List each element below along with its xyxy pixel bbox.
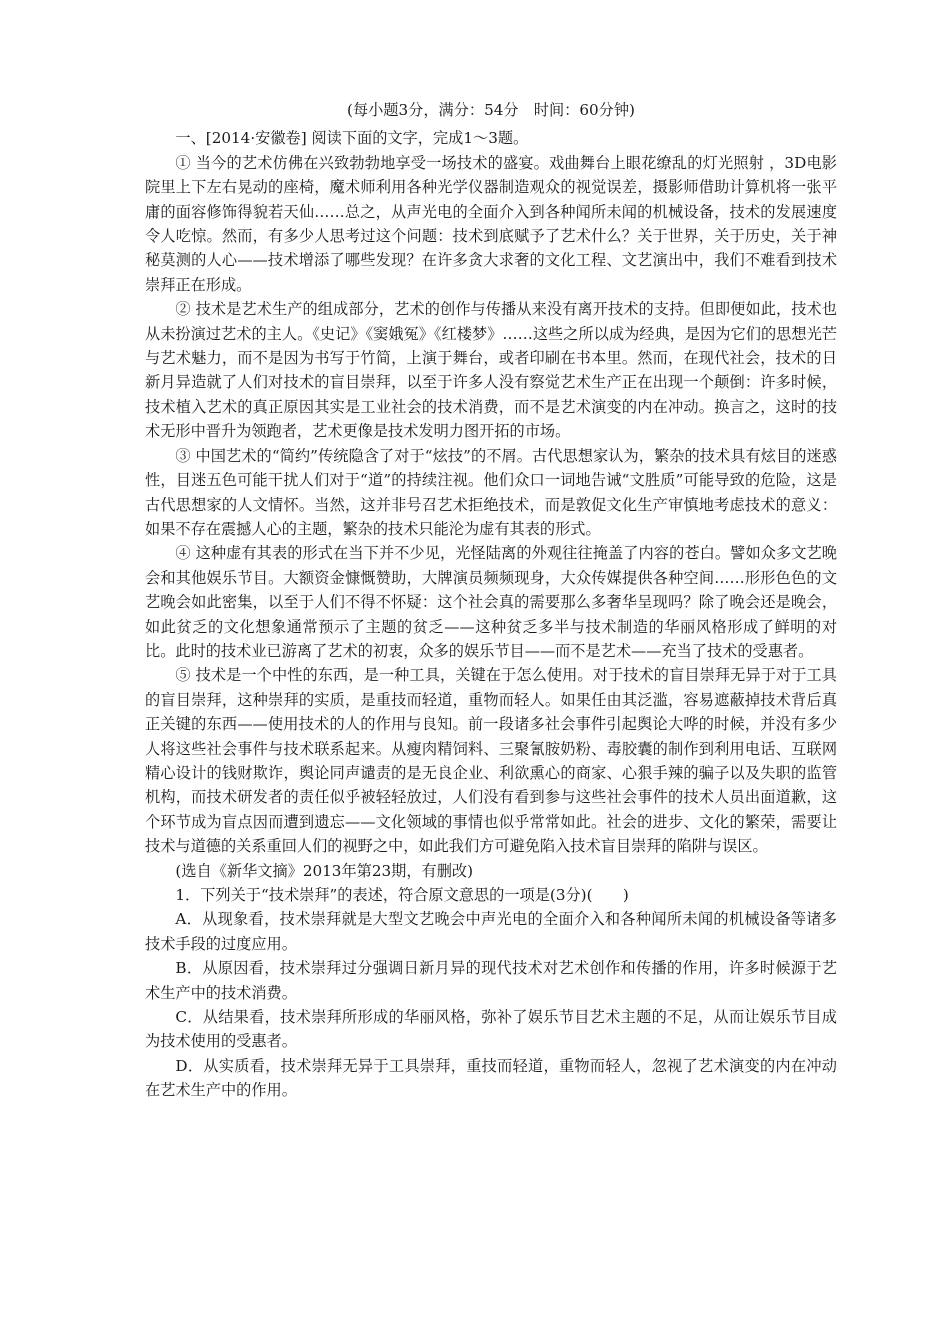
question-1-option-b: B．从原因看，技术崇拜过分强调日新月异的现代技术对艺术创作和传播的作用，许多时候源于艺术生产中的技术消费。 [145,959,837,1002]
exam-header: (每小题3分，满分：54分 时间：60分钟) [347,101,635,119]
question-1-option-c: C．从结果看，技术崇拜所形成的华丽风格，弥补了娱乐节目艺术主题的不足，从而让娱乐节目成为技术使用的受惠者。 [145,1008,837,1051]
paragraph-1: ① 当今的艺术仿佛在兴致勃勃地享受一场技术的盛宴。戏曲舞台上眼花缭乱的灯光照射 ，3D电影院里上下左右晃动的座椅，魔术师利用各种光学仪器制造观众的视觉误差，摄影师借助计算机将一张平庸的面容修饰得貌若天仙……总之，从声光电的全面介入到各种闻所未闻的机械设备，技术的发展速度令人吃惊。然而，有多少人思考过这个问题：技术到底赋予了艺术什么？关于世界，关于历史，关于神秘莫测的人心——技术增添了哪些发现？在许多贪大求奢的文化工程、文艺演出中，我们不难看到技术崇拜正在形成。 [145,153,837,294]
paragraph-3: ③ 中国艺术的“简约”传统隐含了对于“炫技”的不屑。古代思想家认为，繁杂的技术具有炫目的迷惑性，目迷五色可能干扰人们对于“道”的持续注视。他们众口一词地告诫“文胜质”可能导致的危险，这是古代思想家的人文情怀。当然，这并非号召艺术拒绝技术，而是敦促文化生产审慎地考虑技术的意义：如果不存在震撼人心的主题，繁杂的技术只能沦为虚有其表的形式。 [145,446,837,538]
paragraph-4: ④ 这种虚有其表的形式在当下并不少见，光怪陆离的外观往往掩盖了内容的苍白。譬如众多文艺晚会和其他娱乐节目。大额资金慷慨赞助，大牌演员频频现身，大众传媒提供各种空间……形形色色的文艺晚会如此密集，以至于人们不得不怀疑：这个社会真的需要那么多奢华呈现吗？除了晚会还是晚会，如此贫乏的文化想象通常预示了主题的贫乏——这种贫乏多半与技术制造的华丽风格形成了鲜明的对比。此时的技术业已游离了艺术的初衷，众多的娱乐节目——而不是艺术——充当了技术的受惠者。 [145,544,837,660]
question-1-option-a: A．从现象看，技术崇拜就是大型文艺晚会中声光电的全面介入和各种闻所未闻的机械设备等诸多技术手段的过度应用。 [145,910,837,953]
paragraph-2: ② 技术是艺术生产的组成部分，艺术的创作与传播从来没有离开技术的支持。但即便如此，技术也从未扮演过艺术的主人。《史记》《窦娥冤》《红楼梦》……这些之所以成为经典，是因为它们的思想光芒与艺术魅力，而不是因为书写于竹简，上演于舞台，或者印刷在书本里。然而，在现代社会，技术的日新月异造就了人们对技术的盲目崇拜，以至于许多人没有察觉艺术生产正在出现一个颠倒：许多时候，技术植入艺术的真正原因其实是工业社会的技术消费，而不是艺术演变的内在冲动。换言之，这时的技术无形中晋升为领跑者，艺术更像是技术发明力图开拓的市场。 [145,300,837,441]
source-note: (选自《新华文摘》2013年第23期，有删改) [175,861,474,880]
question-1-option-d: D．从实质看，技术崇拜无异于工具崇拜，重技而轻道，重物而轻人，忽视了艺术演变的内在冲动在艺术生产中的作用。 [145,1056,837,1100]
section-title: 一、[2014·安徽卷] 阅读下面的文字，完成1～3题。 [175,129,529,148]
paragraph-5: ⑤ 技术是一个中性的东西，是一种工具，关键在于怎么使用。对于技术的盲目崇拜无异于对于工具的盲目崇拜，这种崇拜的实质，是重技而轻道，重物而轻人。如果任由其泛滥，容易遮蔽掉技术背后真正关键的东西——使用技术的人的作用与良知。前一段诸多社会事件引起舆论大哗的时候，并没有多少人将这些社会事件与技术联系起来。从瘦肉精饲料、三聚氰胺奶粉、毒胶囊的制作到利用电话、互联网精心设计的钱财欺诈，舆论同声谴责的是无良企业、利欲熏心的商家、心狠手辣的骗子以及失职的监管机构，而技术研发者的责任似乎被轻轻放过，人们没有看到参与这些社会事件的技术人员出面道歉，这个环节成为盲点因而遭到遗忘——文化领域的事情也似乎常常如此。社会的进步、文化的繁荣，需要让技术与道德的关系重回人们的视野之中，如此我们方可避免陷入技术盲目崇拜的陷阱与误区。 [145,666,837,856]
document-page [145,98,837,1103]
question-1-stem: 1．下列关于“技术崇拜”的表述，符合原文意思的一项是(3分)( ) [175,886,629,904]
